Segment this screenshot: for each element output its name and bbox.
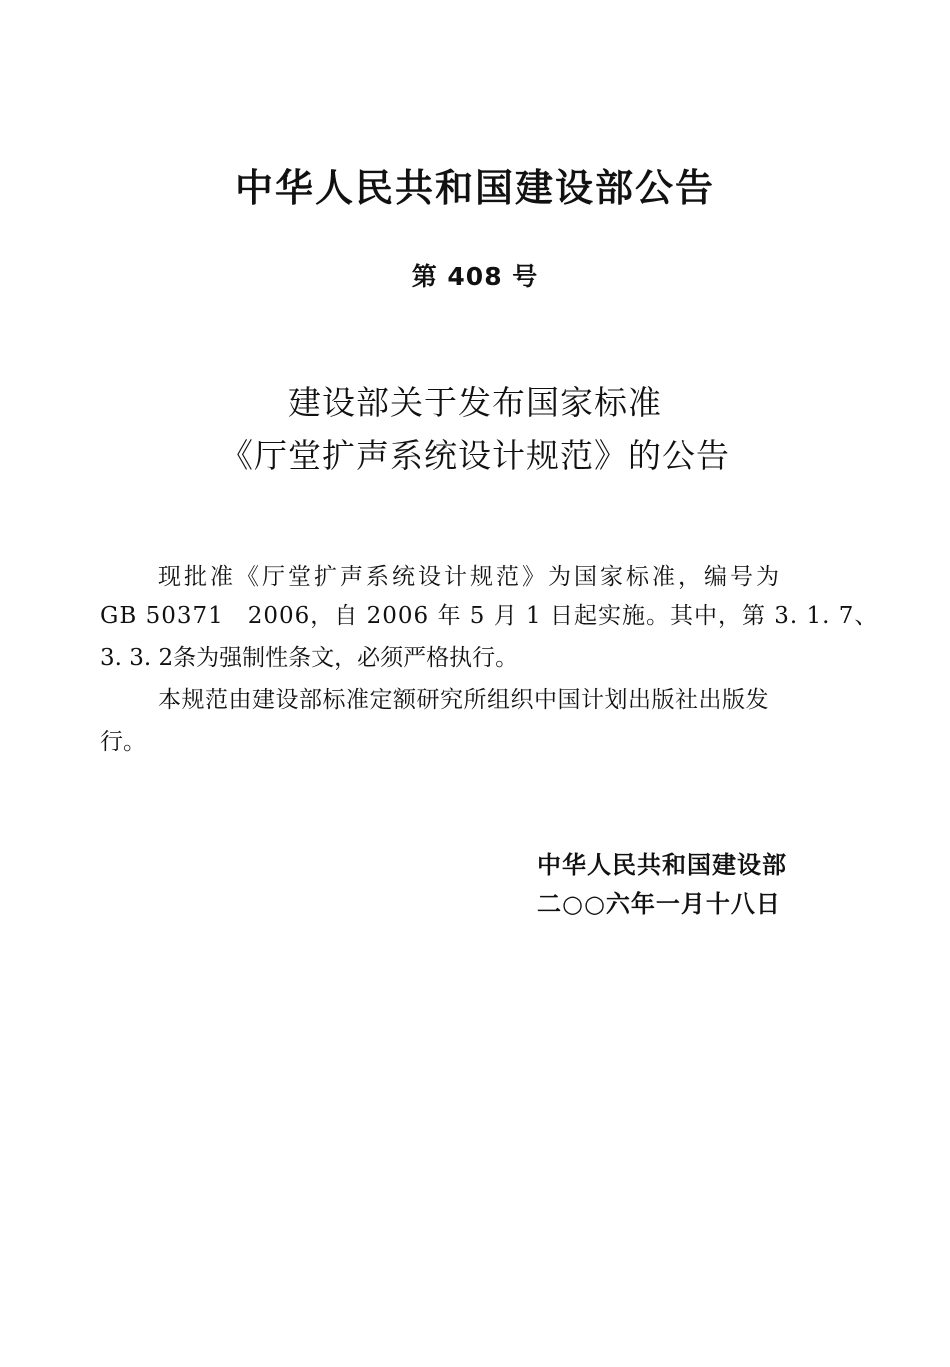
announcement-title: 中华人民共和国建设部公告: [234, 166, 715, 210]
issuing-organization: 中华人民共和国建设部: [537, 851, 787, 879]
body-text-line: 现批准《厅堂扩声系统设计规范》为国家标准，编号为: [158, 564, 782, 590]
body-text-line: 行。: [100, 729, 146, 755]
body-text-line: 3. 3. 2条为强制性条文，必须严格执行。: [100, 645, 519, 671]
announcement-number: 第 408 号: [411, 262, 539, 291]
body-text-line: GB 50371 2006，自 2006 年 5 月 1 日起实施。其中，第 3. 1. 7、: [100, 603, 879, 629]
subtitle-line-2: 《厅堂扩声系统设计规范》的公告: [220, 436, 730, 475]
body-text-line: 本规范由建设部标准定额研究所组织中国计划出版社出版发: [158, 687, 769, 713]
issue-date: 二○○六年一月十八日: [537, 890, 781, 918]
subtitle-line-1: 建设部关于发布国家标准: [288, 383, 662, 422]
